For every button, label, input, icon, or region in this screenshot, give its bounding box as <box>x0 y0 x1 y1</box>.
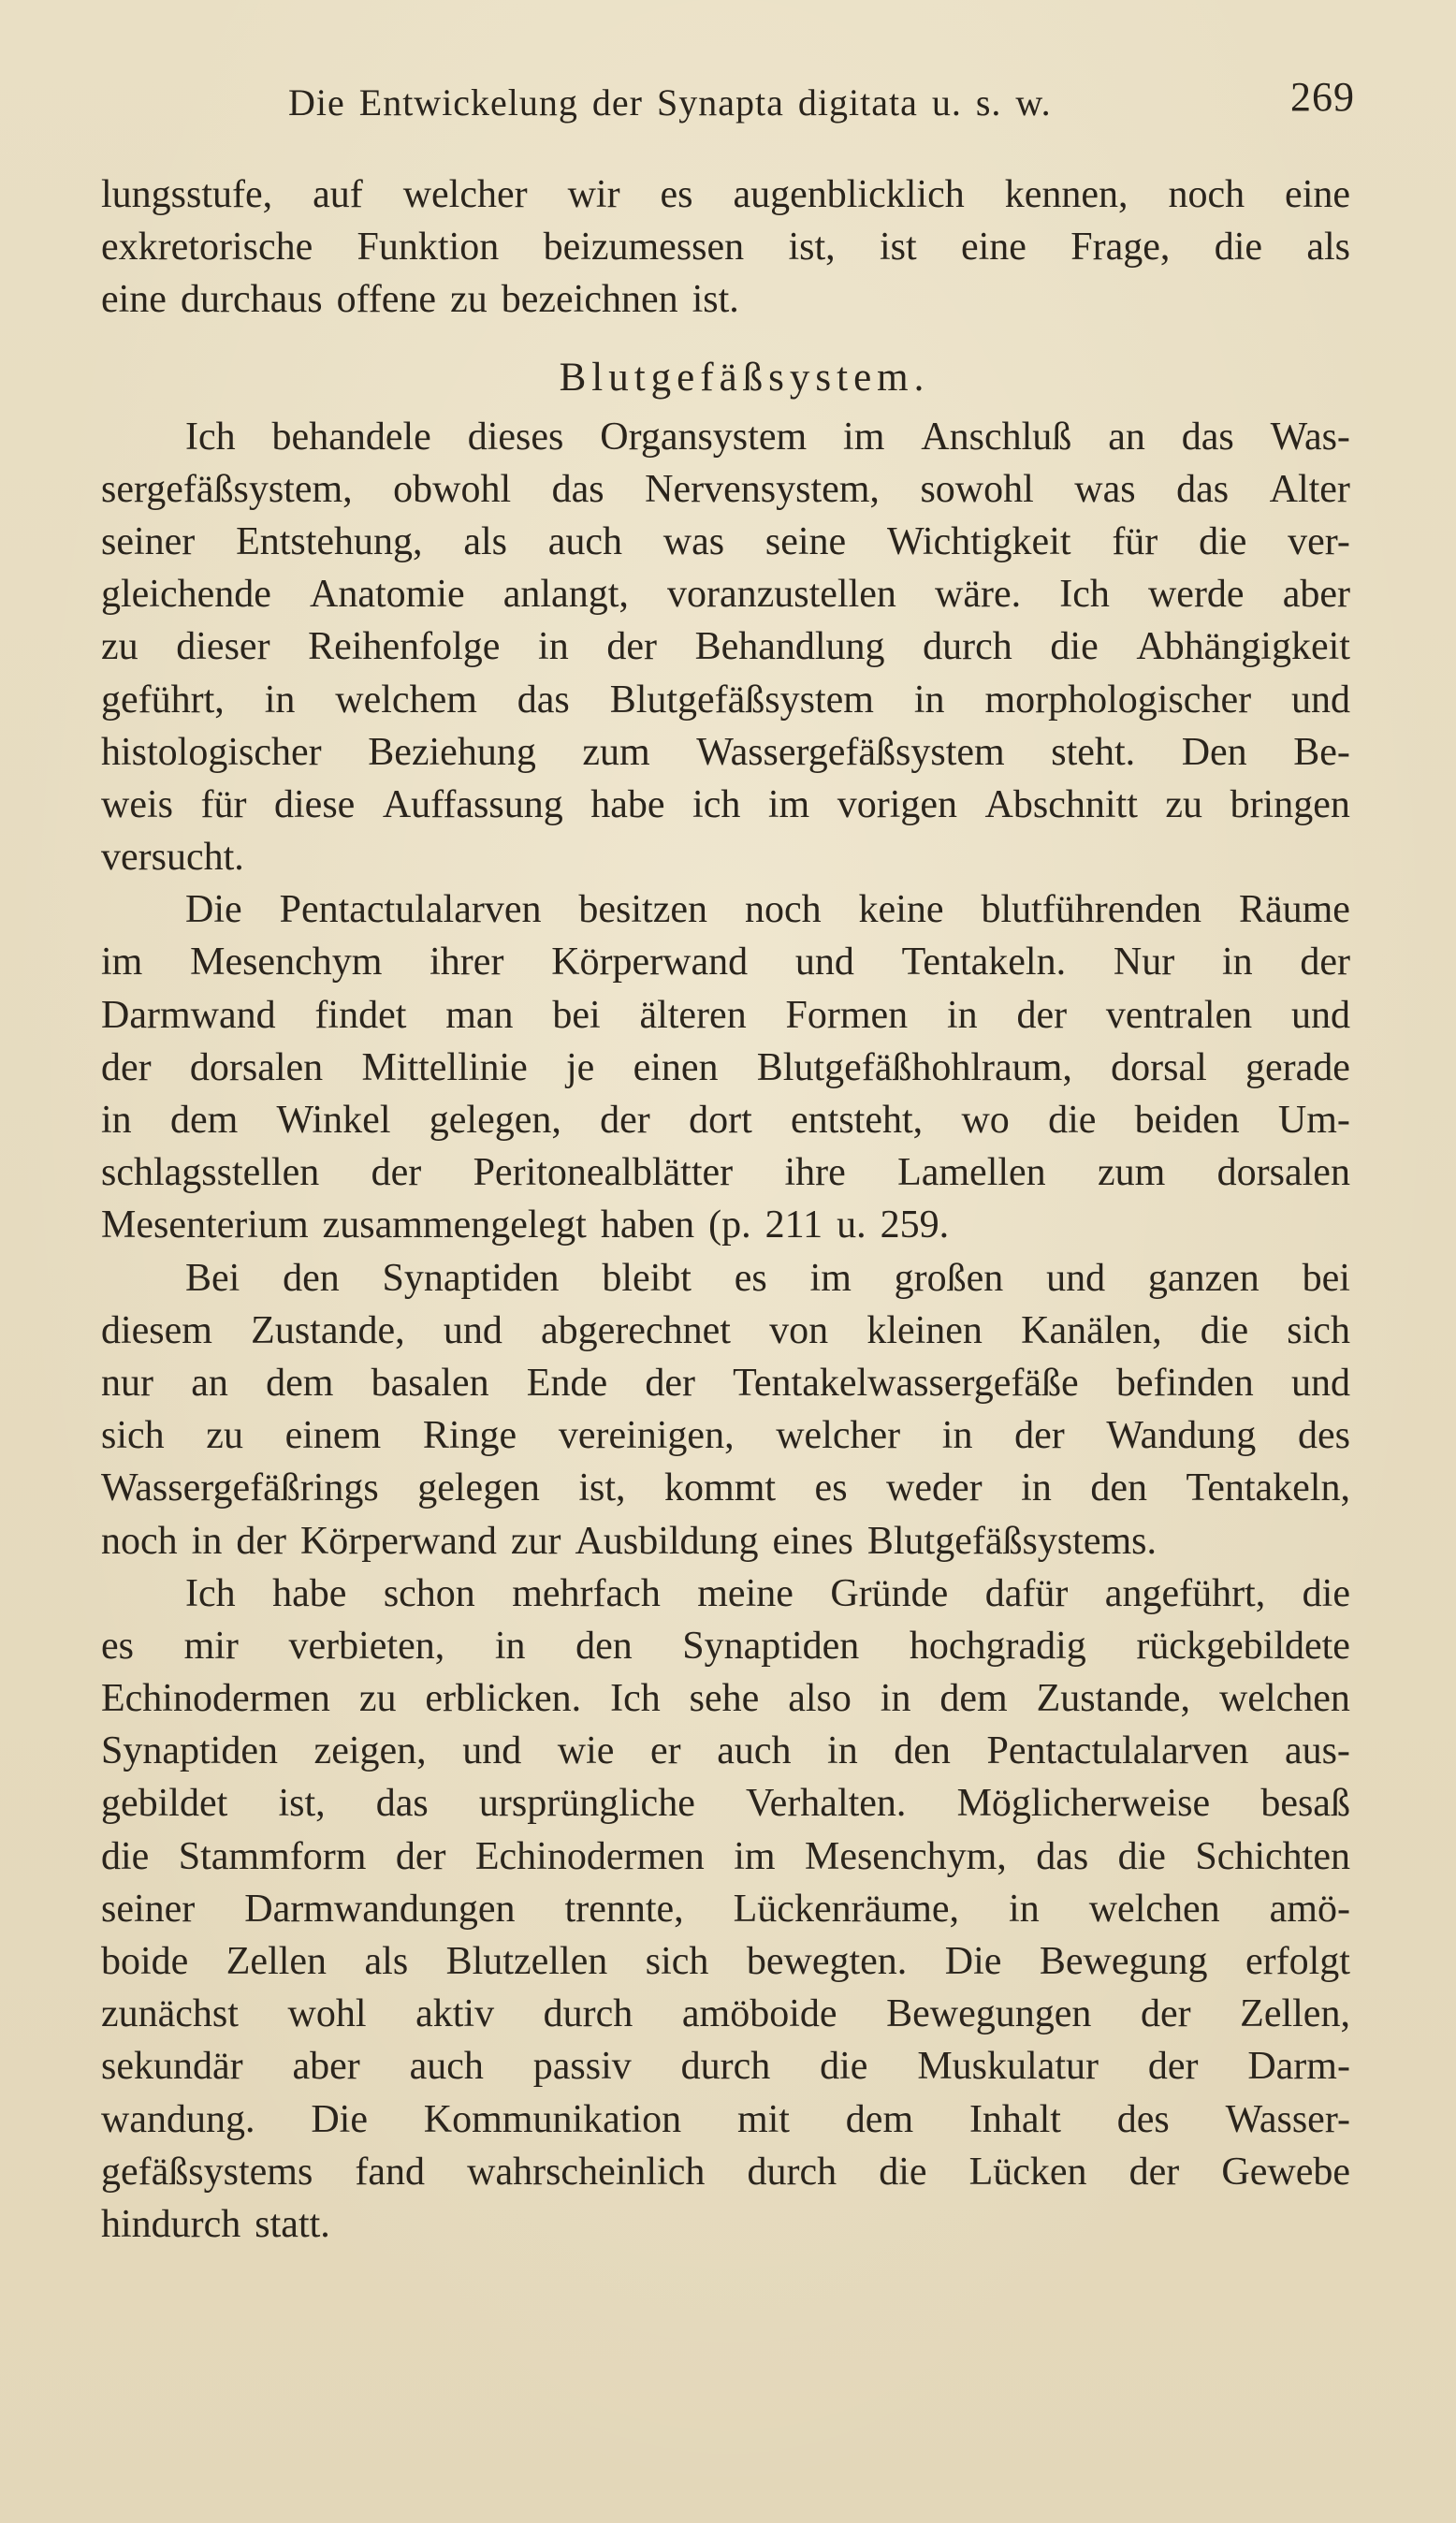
section-heading: Blutgefäßsystem. <box>559 355 930 400</box>
body-text <box>101 168 1350 2251</box>
text-line: Synaptiden zeigen, und wie er auch in den Pentactulalarven aus- <box>101 1729 1350 1773</box>
text-line: Mesenterium zusammengelegt haben (p. 211 u. 259. <box>101 1203 950 1247</box>
text-line: diesem Zustande, und abgerechnet von kleinen Kanälen, die sich <box>101 1308 1350 1352</box>
text-line: sich zu einem Ringe vereinigen, welcher in der Wandung des <box>101 1414 1350 1458</box>
text-line: Echinodermen zu erblicken. Ich sehe also in dem Zustande, welchen <box>101 1677 1350 1721</box>
running-title: Die Entwickelung der Synapta digitata u. s. w. <box>288 81 1052 124</box>
paragraph <box>101 883 1350 1251</box>
text-line: lungsstufe, auf welcher wir es augenblicklich kennen, noch eine <box>101 173 1350 216</box>
text-line: in dem Winkel gelegen, der dort entsteht, wo die beiden Um- <box>101 1099 1350 1142</box>
text-line: zu dieser Reihenfolge in der Behandlung durch die Abhängigkeit <box>101 625 1350 669</box>
text-line: es mir verbieten, in den Synaptiden hochgradig rückgebildete <box>101 1624 1350 1668</box>
text-line: im Mesenchym ihrer Körperwand und Tentakeln. Nur in der <box>101 941 1350 984</box>
text-line: gleichende Anatomie anlangt, voranzustellen wäre. Ich werde aber <box>101 573 1350 617</box>
text-line: Ich habe schon mehrfach meine Gründe dafür angeführt, die <box>185 1571 1350 1615</box>
text-line: Ich behandele dieses Organsystem im Anschluß an das Was- <box>185 415 1350 459</box>
text-line: sekundär aber auch passiv durch die Muskulatur der Darm- <box>101 2045 1350 2089</box>
text-line: eine durchaus offene zu bezeichnen ist. <box>101 278 739 322</box>
text-line: gebildet ist, das ursprüngliche Verhalten. Möglicherweise besaß <box>101 1782 1350 1826</box>
text-line: seiner Entstehung, als auch was seine Wichtigkeit für die ver- <box>101 519 1350 563</box>
text-line: histologischer Beziehung zum Wassergefäßsystem steht. Den Be- <box>101 730 1350 774</box>
text-line: hindurch statt. <box>101 2202 330 2246</box>
text-line: Bei den Synaptiden bleibt es im großen und ganzen bei <box>185 1256 1350 1300</box>
text-line: noch in der Körperwand zur Ausbildung eines Blutgefäßsystems. <box>101 1519 1157 1563</box>
text-line: wandung. Die Kommunikation mit dem Inhalt des Wasser- <box>101 2097 1350 2141</box>
text-line: Wassergefäßrings gelegen ist, kommt es weder in den Tentakeln, <box>101 1466 1350 1510</box>
paragraph <box>101 168 1350 327</box>
text-line: geführt, in welchem das Blutgefäßsystem in morphologischer und <box>101 678 1350 722</box>
text-line: sergefäßsystem, obwohl das Nervensystem, sowohl was das Alter <box>101 467 1350 511</box>
text-line: Die Pentactulalarven besitzen noch keine blutführenden Räume <box>185 888 1350 932</box>
text-line: versucht. <box>101 836 244 880</box>
paragraph <box>101 1568 1350 2251</box>
text-line: zunächst wohl aktiv durch amöboide Bewegungen der Zellen, <box>101 1992 1350 2036</box>
text-line: schlagsstellen der Peritonealblätter ihre Lamellen zum dorsalen <box>101 1151 1350 1195</box>
text-line: boide Zellen als Blutzellen sich bewegten. Die Bewegung erfolgt <box>101 1940 1350 1983</box>
text-line: nur an dem basalen Ende der Tentakelwassergefäße befinden und <box>101 1361 1350 1405</box>
paragraph <box>101 1252 1350 1568</box>
text-line: die Stammform der Echinodermen im Mesenchym, das die Schichten <box>101 1834 1350 1878</box>
paragraph <box>101 411 1350 884</box>
page-number: 269 <box>1290 74 1355 120</box>
running-head <box>101 73 1355 139</box>
text-line: seiner Darmwandungen trennte, Lückenräume, in welchen amö- <box>101 1887 1350 1931</box>
text-line: Darmwand findet man bei älteren Formen in der ventralen und <box>101 993 1350 1037</box>
text-line: weis für diese Auffassung habe ich im vorigen Abschnitt zu bringen <box>101 782 1350 826</box>
text-line: gefäßsystems fand wahrscheinlich durch die Lücken der Gewebe <box>101 2150 1350 2194</box>
text-line: der dorsalen Mittellinie je einen Blutgefäßhohlraum, dorsal gerade <box>101 1045 1350 1089</box>
text-line: exkretorische Funktion beizumessen ist, ist eine Frage, die als <box>101 226 1350 270</box>
